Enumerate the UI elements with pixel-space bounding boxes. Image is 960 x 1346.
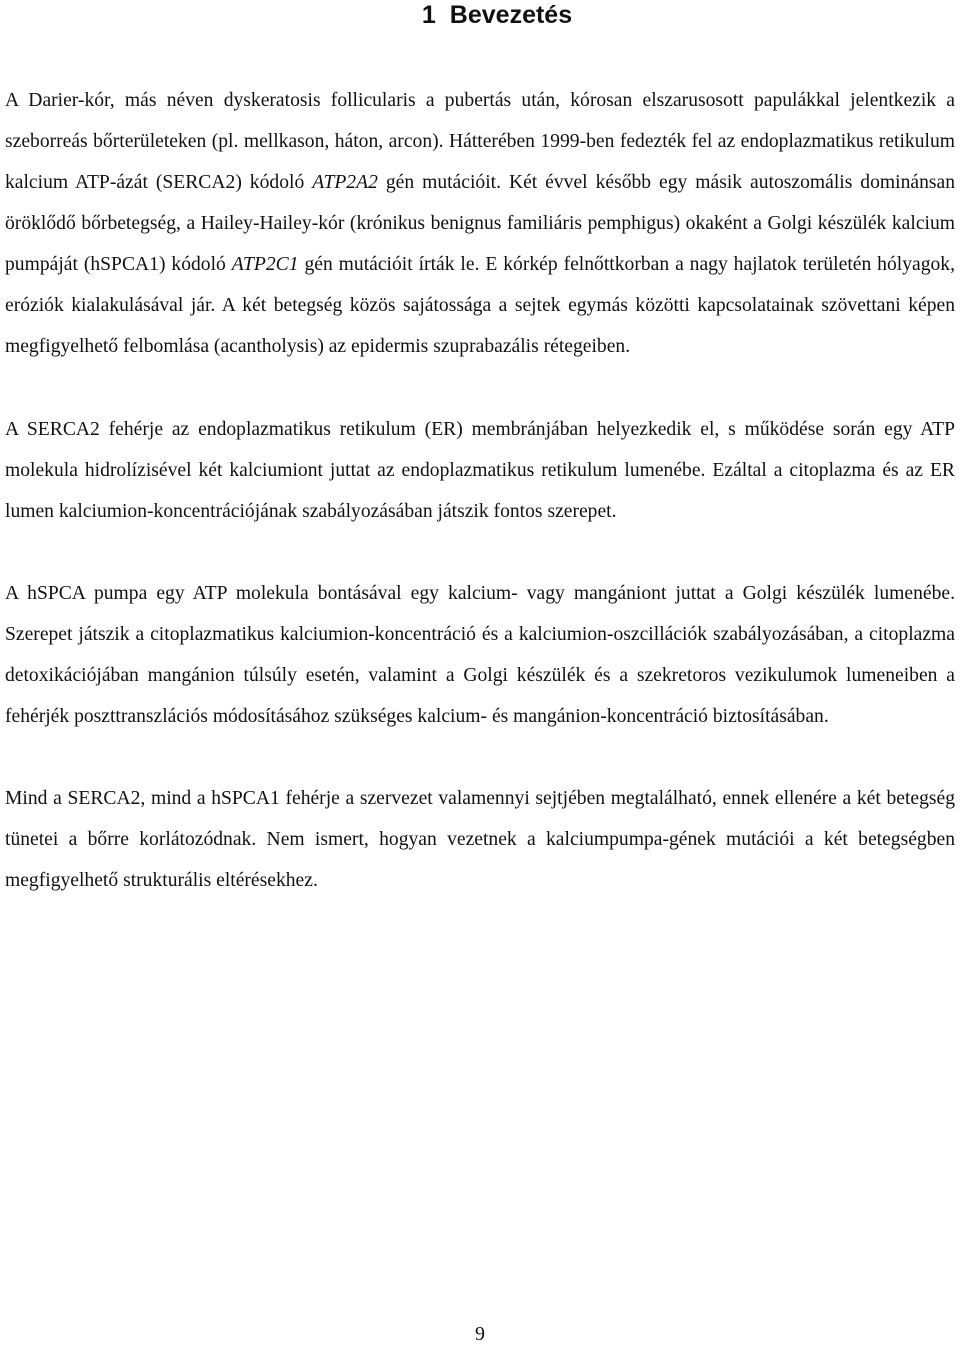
gene-name: ATP2A2 [312,172,378,193]
paragraph-text: Mind a SERCA2, mind a hSPCA1 fehérje a szervezet valamennyi sejtjében megtalálható, ennek ellenére a két betegség tünetei a bőrre korlátozódnak. Nem ismert, hogyan vezetnek a kalciumpumpa-gének mutációi a két betegségben megfigyelhető strukturális eltérésekhez. [5,788,955,891]
paragraph-serca2 [5,409,955,532]
paragraph-text: gén mutációit írták le. E kórkép felnőttkorban a nagy hajlatok területén hólyagok, eróziók kialakulásával jár. A két betegség közös sajátossága a sejtek egymás közötti kapcsolatainak szövettani képen megfigyelhető felbomlása (acantholysis) az epidermis szuprabazális rétegeiben. [5,254,955,357]
paragraph-text: A hSPCA pumpa egy ATP molekula bontásával egy kalcium- vagy mangániont juttat a Golgi készülék lumenébe. Szerepet játszik a citoplazmatikus kalciumion-koncentráció és a kalciumion-oszcillációk szabályozásában, a citoplazma detoxikációjában mangánion túlsúly esetén, valamint a Golgi készülék és a szekretoros vezikulumok lumeneiben a fehérjék poszttranszlációs módosításához szükséges kalcium- és mangánion-koncentráció biztosításában. [5,583,955,727]
paragraph-text: A SERCA2 fehérje az endoplazmatikus retikulum (ER) membránjában helyezkedik el, s működése során egy ATP molekula hidrolízisével két kalciumiont juttat az endoplazmatikus retikulum lumenébe. Ezáltal a citoplazma és az ER lumen kalciumion-koncentrációjának szabályozásában játszik fontos szerepet. [5,419,955,522]
section-title: Bevezetés [449,1,573,29]
page-number: 9 [475,1323,485,1345]
paragraph-text: gén mutációit. Két évvel később egy másik autoszomális dominánsan öröklődő bőrbetegség, a Hailey-Hailey-kór (krónikus benignus familiáris pemphigus) okaként a Golgi készülék kalcium pumpáját (hSPCA1) kódoló [5,172,955,275]
paragraph-conclusion [5,778,955,901]
paragraph-intro [5,80,955,367]
paragraph-hspca [5,573,955,737]
gene-name: ATP2C1 [231,254,299,275]
paragraph-text: A Darier-kór, más néven dyskeratosis follicularis a pubertás után, kórosan elszarusosott papulákkal jelentkezik a szeborreás bőrterületeken (pl. mellkason, háton, arcon). Hátterében 1999-ben fedezték fel az endoplazmatikus retikulum kalcium ATP-ázát (SERCA2) kódoló [5,90,955,193]
section-heading [0,0,960,30]
section-number: 1 [421,1,436,29]
